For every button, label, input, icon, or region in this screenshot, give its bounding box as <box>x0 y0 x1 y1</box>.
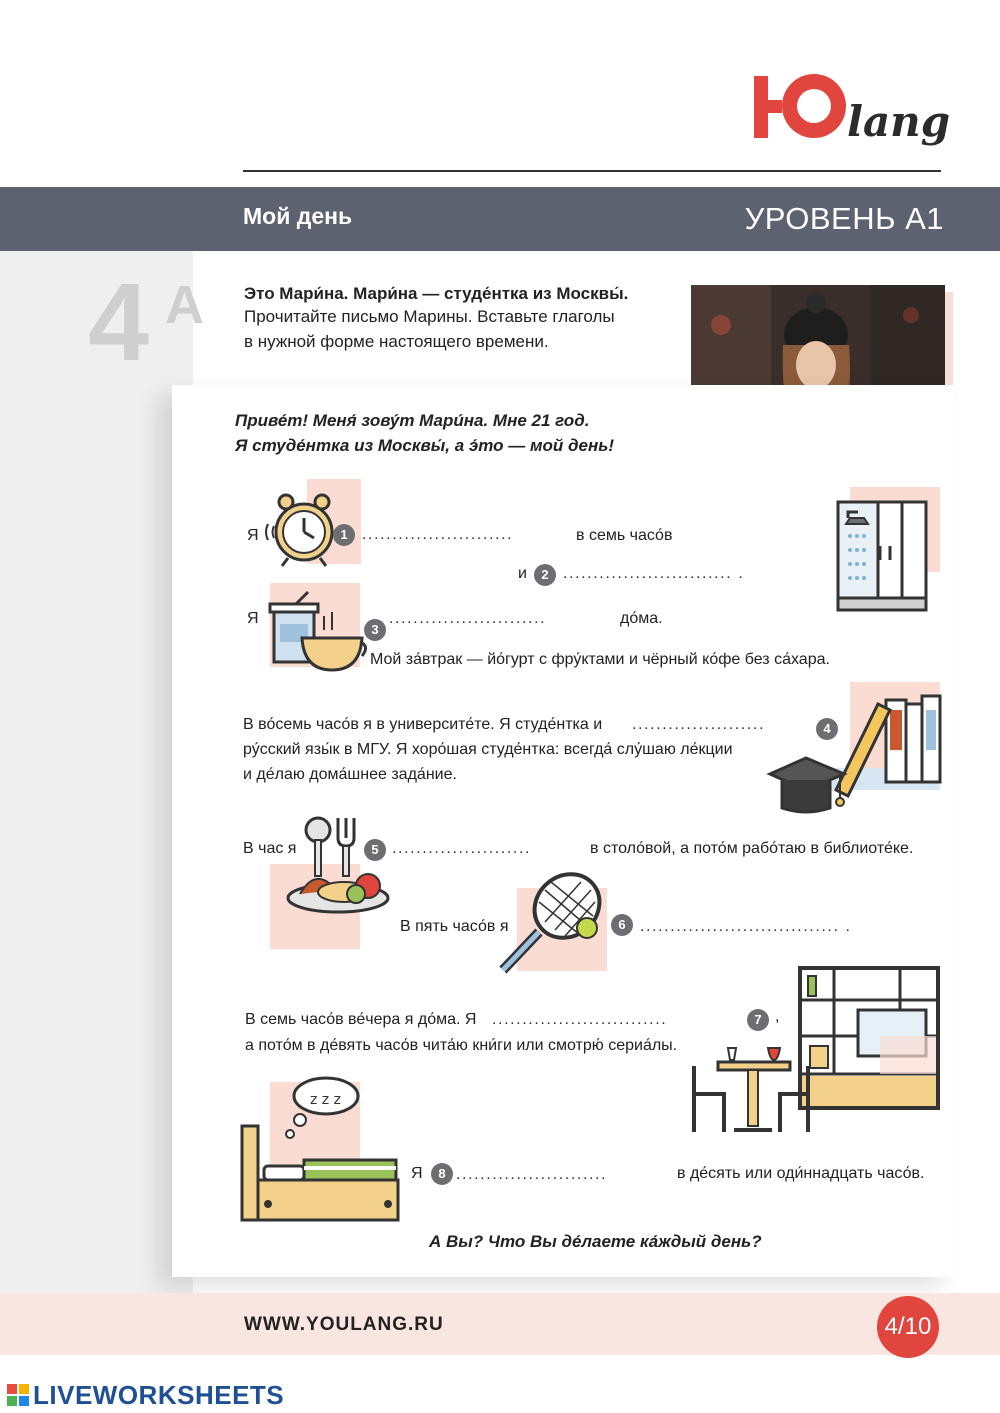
badge-8: 8 <box>431 1163 453 1185</box>
item4-line-2: ру́сский язы́к в МГУ. Я хоро́шая студе́нтка: всегда́ слу́шаю ле́кции <box>243 741 733 758</box>
liveworksheets-icon <box>7 1384 29 1406</box>
footer-band <box>0 1293 1000 1355</box>
blank-2[interactable]: ............................ . <box>563 565 745 582</box>
yogurt-coffee-icon <box>266 590 370 672</box>
shower-icon <box>834 498 930 614</box>
item7-line-2: а пото́м в де́вять часо́в чита́ю кни́ги или смотрю́ сериа́лы. <box>245 1037 678 1054</box>
blank-6[interactable]: ................................. . <box>640 918 852 935</box>
blank-1[interactable]: ......................... <box>362 526 514 543</box>
item8-suffix: в де́сять или оди́ннадцать часо́в. <box>677 1165 925 1182</box>
intro-line-2: Прочитайте письмо Марины. Вставьте глаголы <box>244 307 615 326</box>
item1-suffix: в семь часо́в <box>576 527 673 544</box>
intro-line-1: Это Мари́на. Мари́на — студе́нтка из Москвы́. <box>244 284 629 303</box>
blank-4[interactable]: ...................... <box>632 716 765 733</box>
sleep-bed-icon <box>238 1074 404 1226</box>
section-number: 4 <box>88 261 150 384</box>
blank-7[interactable]: ............................. <box>492 1011 668 1028</box>
item2-prefix: и <box>518 565 527 582</box>
greeting-line-1: Приве́т! Меня́ зову́т Мари́на. Мне 21 год. <box>235 411 590 430</box>
logo-word: lang <box>847 97 951 146</box>
badge-3: 3 <box>364 619 386 641</box>
header-rule <box>243 170 941 172</box>
level-label: УРОВЕНЬ А1 <box>744 201 944 236</box>
youlang-logo <box>752 58 952 158</box>
kitchen-shelf-icon <box>688 966 942 1136</box>
item6-prefix: В пять часо́в я <box>400 918 509 935</box>
lunch-plate-icon <box>286 816 392 916</box>
greeting-line-2: Я студе́нтка из Москвы́, а э́то — мой день! <box>235 436 615 455</box>
item3-suffix: до́ма. <box>620 610 663 627</box>
section-letter: А <box>165 275 204 335</box>
blank-3[interactable]: .......................... <box>389 610 547 627</box>
closing-question: А Вы? Что Вы де́лаете ка́ждый день? <box>429 1232 762 1251</box>
item1-prefix: Я <box>247 527 259 544</box>
logo-mark: Ю <box>752 58 754 59</box>
item3-prefix: Я <box>247 610 259 627</box>
badge-7: 7 <box>747 1009 769 1031</box>
item7-line-1: В семь часо́в ве́чера я до́ма. Я <box>245 1011 477 1028</box>
svg-text:z z z: z z z <box>310 1092 341 1108</box>
alarm-clock-icon <box>262 488 344 570</box>
tennis-racket-icon <box>495 870 607 978</box>
page-title: Мой день <box>243 203 353 229</box>
page-number: 4/10 <box>877 1296 939 1358</box>
intro-line-3: в нужной форме настоящего времени. <box>244 332 549 351</box>
website-link[interactable]: WWW.YOULANG.RU <box>244 1314 444 1335</box>
badge-2: 2 <box>534 564 556 586</box>
badge-6: 6 <box>611 914 633 936</box>
item4-line-3: и де́лаю дома́шнее зада́ние. <box>243 766 457 783</box>
blank-8[interactable]: ......................... <box>456 1166 608 1183</box>
badge-5: 5 <box>364 839 386 861</box>
item5-suffix: в столо́вой, а пото́м рабо́таю в библиоте́ке. <box>590 840 914 857</box>
item7-comma: , <box>775 1008 780 1025</box>
item8-prefix: Я <box>411 1165 423 1182</box>
badge-1: 1 <box>333 524 355 546</box>
blank-5[interactable]: ....................... <box>392 840 532 857</box>
item4-line-1: В во́семь часо́в я в университе́те. Я студе́нтка и <box>243 716 603 733</box>
graduation-books-icon <box>766 690 944 818</box>
badge-4: 4 <box>816 718 838 740</box>
breakfast-text: Мой за́втрак — йо́гурт с фру́ктами и чёрный ко́фе без са́хара. <box>370 651 830 668</box>
left-band <box>0 251 193 1293</box>
item5-prefix: В час я <box>243 840 297 857</box>
liveworksheets-logo[interactable]: LIVEWORKSHEETS <box>33 1380 285 1410</box>
